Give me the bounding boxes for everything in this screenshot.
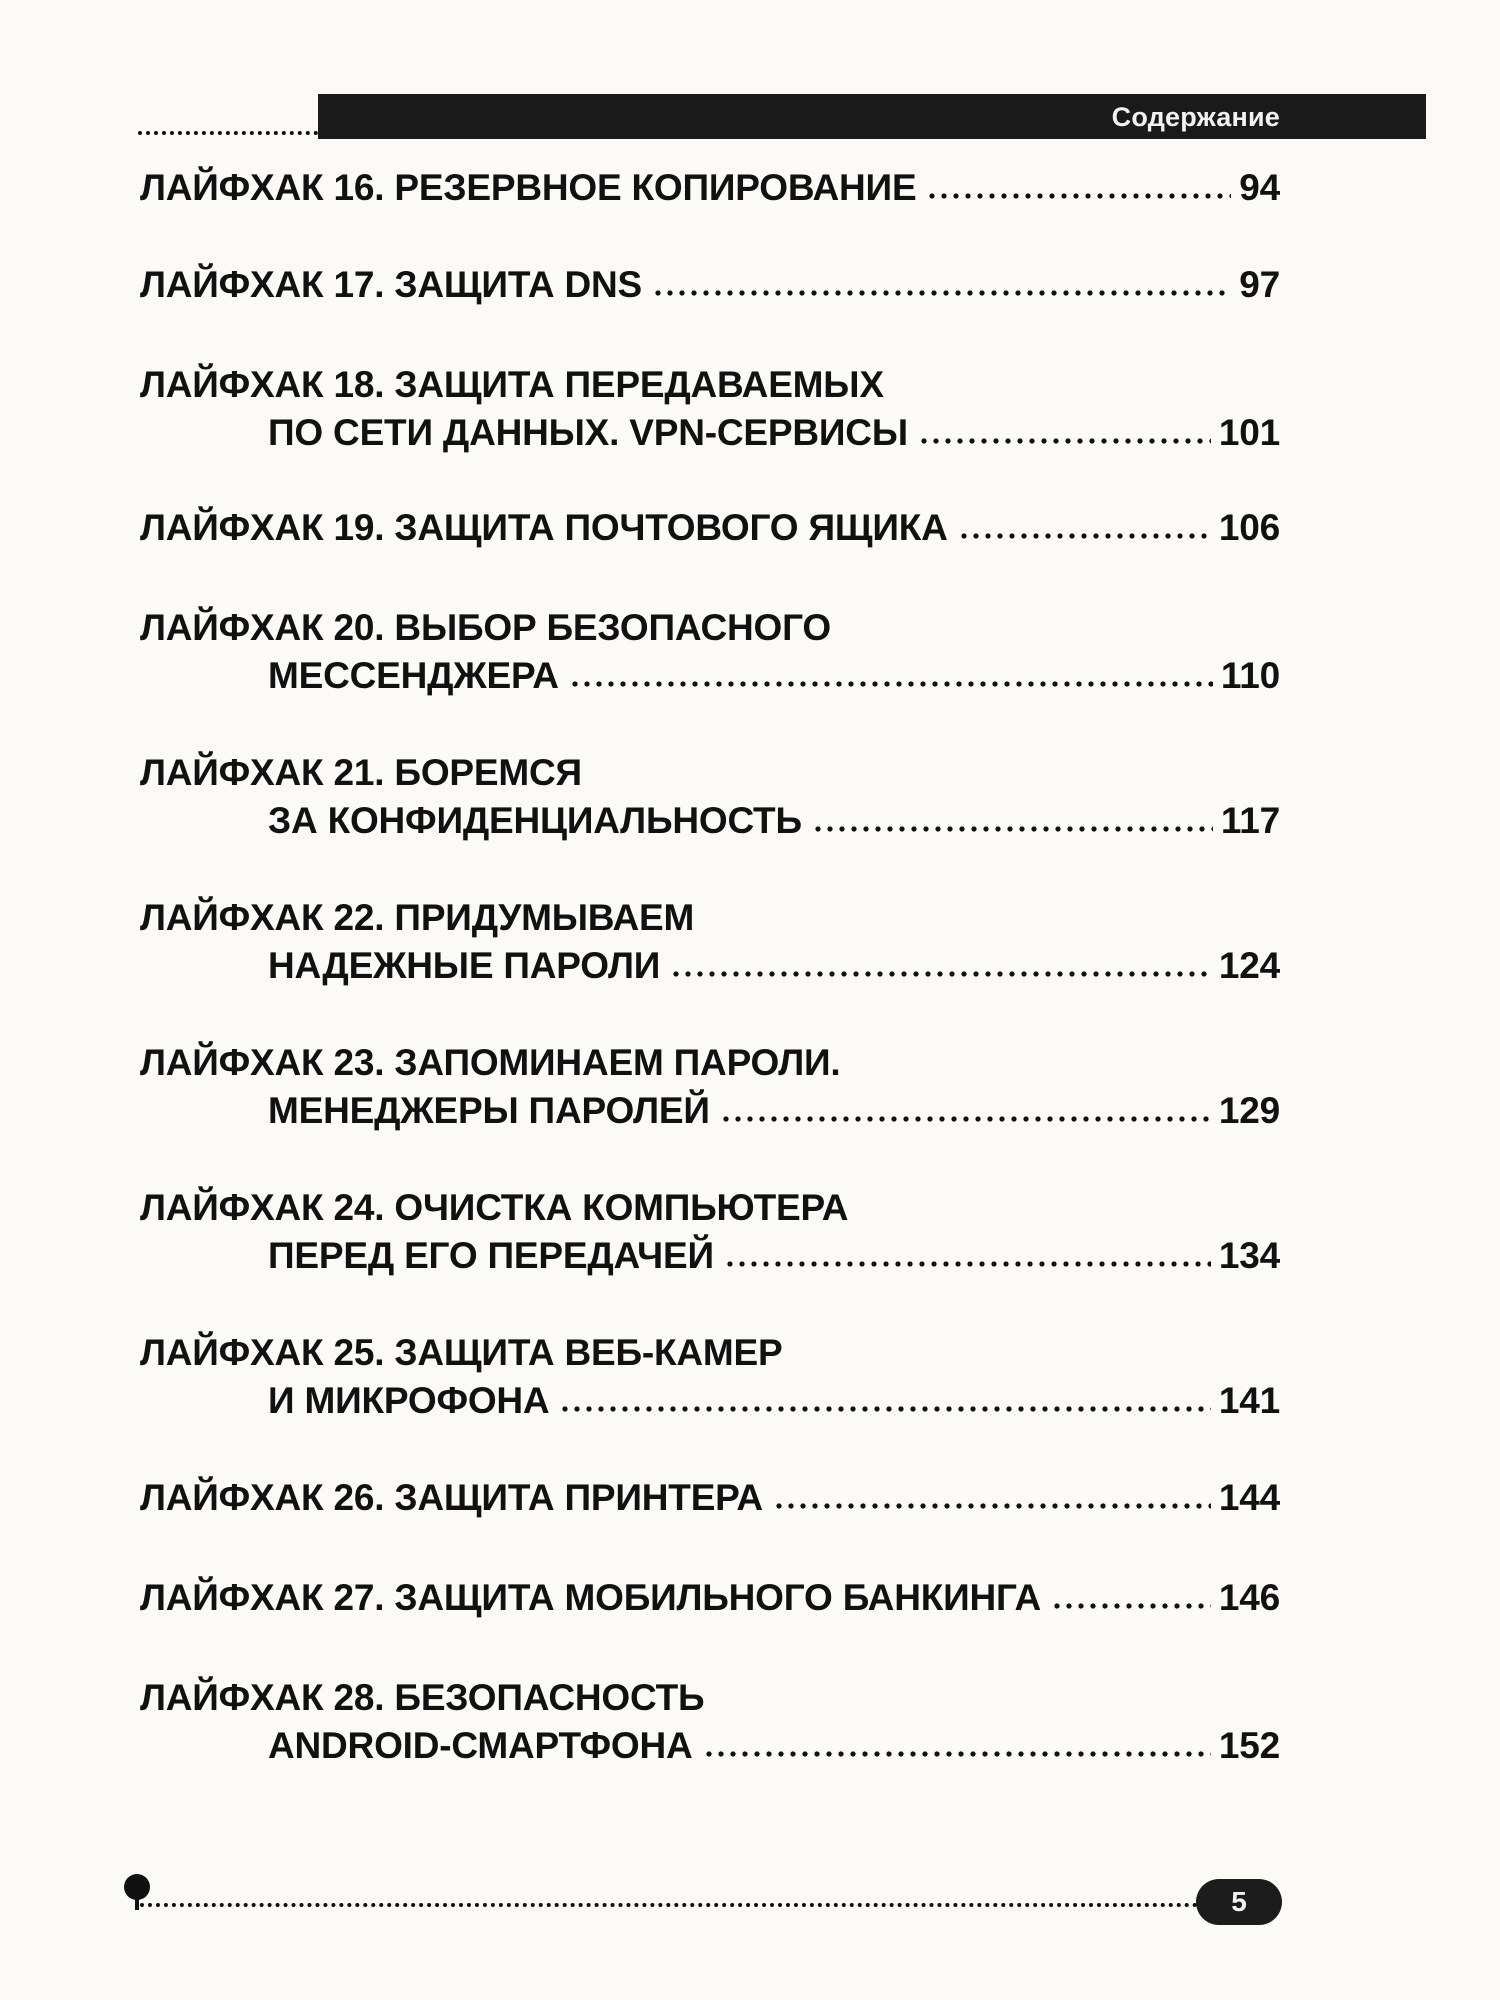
toc-page-number: 146 [1218, 1577, 1280, 1618]
header-bar [318, 94, 1426, 139]
toc-line [140, 1185, 1280, 1231]
toc-title: НАДЕЖНЫЕ ПАРОЛИ [268, 945, 661, 986]
toc-line [140, 262, 1280, 308]
dot-leader [670, 970, 1211, 978]
toc-line [140, 505, 1280, 551]
toc-title: ANDROID-СМАРТФОНА [268, 1725, 693, 1766]
dot-leader [1051, 1602, 1211, 1610]
toc-line [140, 1675, 1280, 1721]
toc-line [140, 1040, 1280, 1086]
toc-entry [140, 895, 1280, 989]
toc-title: ЛАЙФХАК 21. БОРЕМСЯ [140, 752, 582, 793]
toc-page-number: 144 [1218, 1477, 1280, 1518]
dot-leader [773, 1502, 1211, 1510]
toc-entry [140, 505, 1280, 551]
toc-line [140, 1233, 1280, 1279]
toc-line [140, 362, 1280, 408]
toc-line [140, 750, 1280, 796]
toc-title: ПЕРЕД ЕГО ПЕРЕДАЧЕЙ [268, 1235, 714, 1276]
toc-line [140, 1475, 1280, 1521]
toc-title: ЛАЙФХАК 22. ПРИДУМЫВАЕМ [140, 897, 695, 938]
toc-entry [140, 165, 1280, 211]
toc-page-number: 129 [1218, 1090, 1280, 1131]
toc-page-number: 101 [1218, 412, 1280, 453]
toc-entry [140, 362, 1280, 456]
toc-entry [140, 262, 1280, 308]
toc-line [140, 1088, 1280, 1134]
toc-title: И МИКРОФОНА [268, 1380, 550, 1421]
toc-line [140, 410, 1280, 456]
toc-entry [140, 750, 1280, 844]
dot-leader [926, 192, 1231, 200]
dot-leader [958, 532, 1211, 540]
toc-title: ЛАЙФХАК 16. РЕЗЕРВНОЕ КОПИРОВАНИЕ [140, 167, 917, 208]
section-title: Содержание [1111, 102, 1280, 132]
dot-leader [918, 437, 1211, 445]
footer-bullet-stem [135, 1896, 139, 1910]
toc-title: ЛАЙФХАК 17. ЗАЩИТА DNS [140, 264, 643, 305]
toc-title: ЛАЙФХАК 19. ЗАЩИТА ПОЧТОВОГО ЯЩИКА [140, 507, 948, 548]
toc-entry [140, 1040, 1280, 1134]
toc-line [140, 1378, 1280, 1424]
toc-line [140, 653, 1280, 699]
toc-title: МЕНЕДЖЕРЫ ПАРОЛЕЙ [268, 1090, 710, 1131]
toc-line [140, 1330, 1280, 1376]
toc-page-number: 97 [1239, 264, 1280, 305]
page-number-badge: 5 [1196, 1879, 1282, 1925]
header-dotted-rule [138, 131, 318, 135]
toc-title: ЛАЙФХАК 20. ВЫБОР БЕЗОПАСНОГО [140, 607, 831, 648]
dot-leader [812, 825, 1213, 833]
dot-leader [720, 1115, 1211, 1123]
toc-page-number: 106 [1218, 507, 1280, 548]
toc-title: МЕССЕНДЖЕРА [268, 655, 559, 696]
footer-dotted-rule [140, 1903, 1198, 1907]
toc-entry [140, 1185, 1280, 1279]
toc-page-number: 134 [1218, 1235, 1280, 1276]
toc-entry [140, 605, 1280, 699]
toc-title: ЛАЙФХАК 28. БЕЗОПАСНОСТЬ [140, 1677, 705, 1718]
toc-title: ЛАЙФХАК 26. ЗАЩИТА ПРИНТЕРА [140, 1477, 763, 1518]
toc-title: ПО СЕТИ ДАННЫХ. VPN-СЕРВИСЫ [268, 412, 908, 453]
toc-line [140, 798, 1280, 844]
toc-title: ЛАЙФХАК 23. ЗАПОМИНАЕМ ПАРОЛИ. [140, 1042, 841, 1083]
toc-line [140, 895, 1280, 941]
toc-line [140, 943, 1280, 989]
toc-entry [140, 1575, 1280, 1621]
dot-leader [652, 289, 1231, 297]
toc-title: ЛАЙФХАК 18. ЗАЩИТА ПЕРЕДАВАЕМЫХ [140, 364, 884, 405]
toc-page-number: 141 [1218, 1380, 1280, 1421]
toc-line [140, 165, 1280, 211]
toc-line [140, 605, 1280, 651]
toc-title: ЛАЙФХАК 27. ЗАЩИТА МОБИЛЬНОГО БАНКИНГА [140, 1577, 1041, 1618]
toc-title: ЛАЙФХАК 25. ЗАЩИТА ВЕБ-КАМЕР [140, 1332, 783, 1373]
dot-leader [559, 1405, 1210, 1413]
toc-line [140, 1575, 1280, 1621]
toc-entry [140, 1330, 1280, 1424]
toc-page-number: 117 [1220, 800, 1280, 841]
dot-leader [569, 680, 1213, 688]
toc-page-number: 152 [1218, 1725, 1280, 1766]
dot-leader [703, 1750, 1211, 1758]
toc-page-number: 124 [1218, 945, 1280, 986]
toc-title: ЗА КОНФИДЕНЦИАЛЬНОСТЬ [268, 800, 802, 841]
toc-page-number: 94 [1239, 167, 1280, 208]
toc-line [140, 1723, 1280, 1769]
toc-entry [140, 1675, 1280, 1769]
toc-entry [140, 1475, 1280, 1521]
toc-title: ЛАЙФХАК 24. ОЧИСТКА КОМПЬЮТЕРА [140, 1187, 849, 1228]
dot-leader [724, 1260, 1211, 1268]
toc-page-number: 110 [1220, 655, 1280, 696]
